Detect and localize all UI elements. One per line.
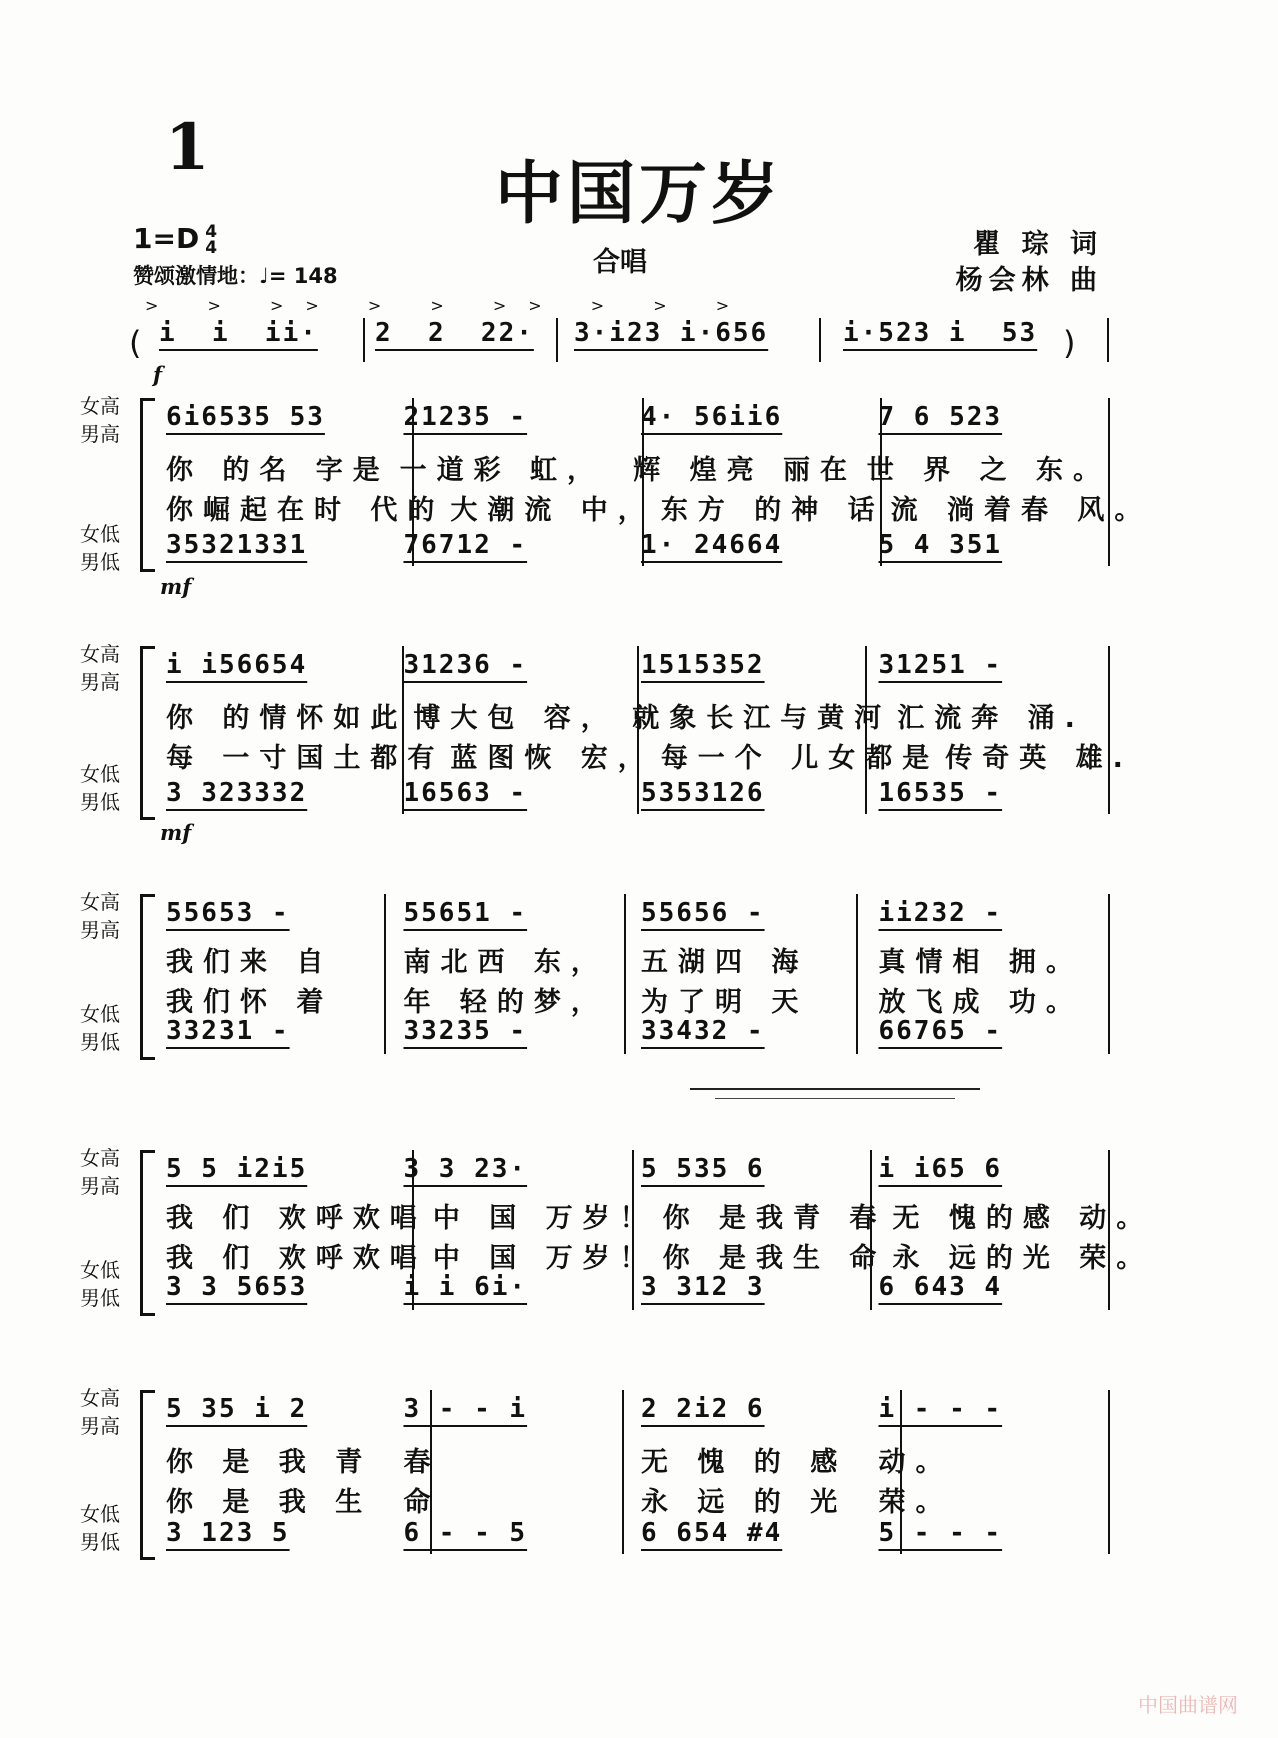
lower-measure: 35321331 — [166, 530, 308, 560]
lower-voice-labels — [80, 520, 140, 576]
lyric-verse1: 你 的名 字是 — [166, 455, 390, 486]
subtitle: 合唱 — [593, 247, 647, 278]
voice-label: 男低 — [80, 1286, 120, 1310]
voice-label: 女高 — [80, 1146, 120, 1170]
voice-label: 女低 — [80, 1002, 120, 1026]
upper-voice-labels — [80, 392, 140, 448]
dynamic-marking: mf — [160, 820, 192, 845]
score-system — [80, 392, 1152, 599]
voice-label: 女高 — [80, 890, 120, 914]
lower-voice-labels — [80, 1500, 140, 1556]
upper-measure: 6i6535 53 — [166, 402, 325, 432]
lyric-verse1: 辉 煌亮 丽在 — [633, 455, 857, 486]
lyricist-credit: 瞿 琮 词 — [973, 229, 1103, 260]
song-title: 中国万岁 — [494, 155, 783, 234]
score-system — [80, 888, 1110, 1068]
lyric-verse2: 中 国 万岁！ — [432, 1243, 657, 1274]
lower-measure: 5 4 351 — [878, 530, 1003, 560]
lower-measure: 33235 - — [403, 1016, 528, 1046]
separator-line — [690, 1088, 980, 1090]
dynamic-marking: mf — [160, 574, 192, 599]
lyric-verse2: 命 — [403, 1487, 441, 1518]
lyric-verse2: 放飞成 功。 — [878, 987, 1083, 1018]
lower-measure: 16535 - — [878, 778, 1003, 808]
intro-measure: i·523 i 53 — [843, 318, 1038, 348]
separator-line — [715, 1098, 955, 1099]
lyric-verse1: 真情相 拥。 — [878, 947, 1083, 978]
intro-measure: 2 2 22· — [375, 318, 534, 348]
score-system — [80, 640, 1133, 845]
upper-measure: i - - - — [878, 1394, 1003, 1424]
voice-label: 男高 — [80, 670, 120, 694]
lower-measure: 5 - - - — [878, 1518, 1003, 1548]
lower-measure: 3 123 5 — [166, 1518, 290, 1548]
lyric-verse2: 你 是 我 生 — [166, 1487, 373, 1518]
voice-label: 女高 — [80, 394, 120, 418]
lyric-verse2: 荣。 — [878, 1487, 953, 1518]
voice-label: 女高 — [80, 1386, 120, 1410]
upper-measure: 55653 - — [166, 898, 290, 928]
time-top: 4 — [205, 222, 218, 242]
voice-label: 女低 — [80, 762, 120, 786]
lower-measure: 6 654 #4 — [641, 1518, 783, 1548]
voice-label: 男高 — [80, 1414, 120, 1438]
voice-label: 男高 — [80, 1174, 120, 1198]
lyric-verse1: 无 愧的感 动。 — [892, 1203, 1154, 1234]
score-system — [80, 1144, 1154, 1324]
lyric-verse1: 动。 — [878, 1447, 953, 1478]
dynamic-marking: f — [153, 362, 163, 387]
lower-measure: 6 - - 5 — [403, 1518, 528, 1548]
page-number: 1 — [165, 110, 210, 185]
upper-voice-labels — [80, 1144, 140, 1200]
lyric-verse1: 汇流奔 涌. — [897, 703, 1085, 734]
upper-measure: 55651 - — [403, 898, 528, 928]
lyric-verse1: 你 是我青 春 — [662, 1203, 887, 1234]
lyric-verse2: 永 远的光 荣。 — [892, 1243, 1154, 1274]
lyric-verse1: 我 们 欢呼欢唱 — [166, 1203, 427, 1234]
lyric-verse2: 大潮流 中， — [450, 495, 655, 526]
lower-measure: 3 3 5653 — [166, 1272, 308, 1302]
upper-measure: ii232 - — [878, 898, 1003, 928]
tempo-marking: 赞颂激情地：♩= 148 — [133, 264, 338, 288]
lyric-verse2: 你 是我生 命 — [662, 1243, 887, 1274]
lower-measure: 33432 - — [641, 1016, 765, 1046]
upper-measure: 21235 - — [403, 402, 528, 432]
voice-label: 男低 — [80, 1530, 120, 1554]
lyric-verse2: 蓝图恢 宏， — [450, 743, 655, 774]
lower-measure: 16563 - — [403, 778, 528, 808]
upper-voice-labels — [80, 640, 140, 696]
lyric-verse2: 永 远 的 光 — [641, 1487, 848, 1518]
lower-measure: 1· 24664 — [641, 530, 783, 560]
upper-measure: 1515352 — [641, 650, 765, 680]
voice-label: 女低 — [80, 1502, 120, 1526]
lower-measure: 3 323332 — [166, 778, 308, 808]
lyric-verse1: 世 界 之 东。 — [866, 455, 1110, 486]
voice-label: 女低 — [80, 522, 120, 546]
lower-measure: 5353126 — [641, 778, 765, 808]
lyric-verse1: 南北西 东， — [403, 947, 608, 978]
key-signature — [133, 222, 217, 256]
lyric-verse1: 我们来 自 — [166, 947, 334, 978]
lyric-verse1: 就象长江与黄河 — [632, 703, 892, 734]
upper-measure: 5 35 i 2 — [166, 1394, 308, 1424]
lyric-verse1: 你 是 我 青 — [166, 1447, 373, 1478]
voice-label: 男低 — [80, 790, 120, 814]
lyric-verse2: 东方 的神 话 — [660, 495, 885, 526]
lower-measure: 66765 - — [878, 1016, 1003, 1046]
upper-measure: 5 535 6 — [641, 1154, 765, 1184]
lyric-verse2: 为了明 天 — [641, 987, 809, 1018]
upper-voice-labels — [80, 1384, 140, 1440]
voice-label: 女低 — [80, 1258, 120, 1282]
lower-measure: 3 312 3 — [641, 1272, 765, 1302]
watermark: 中国曲谱网 — [1138, 1693, 1238, 1717]
upper-voice-labels — [80, 888, 140, 944]
voice-label: 男高 — [80, 918, 120, 942]
intro-line — [129, 296, 1110, 387]
voice-label: 女高 — [80, 642, 120, 666]
lyric-verse2: 流 淌着春 风。 — [890, 495, 1152, 526]
voice-label: 男高 — [80, 422, 120, 446]
lyric-verse2: 每 一寸国土都有 — [166, 743, 445, 774]
time-signature — [205, 224, 217, 256]
lower-measure: i i 6i· — [403, 1272, 528, 1302]
lower-voice-labels — [80, 1256, 140, 1312]
composer-credit: 杨会林 曲 — [955, 265, 1103, 296]
upper-measure: 31251 - — [878, 650, 1003, 680]
lower-measure: 6 643 4 — [878, 1272, 1003, 1302]
upper-measure: 7 6 523 — [878, 402, 1003, 432]
accent-marks: > > >> > > >> > > > — [145, 296, 752, 315]
lyric-verse2: 我们怀 着 — [166, 987, 334, 1018]
lyric-verse2: 我 们 欢呼欢唱 — [166, 1243, 427, 1274]
upper-measure: i i65 6 — [878, 1154, 1003, 1184]
lyric-verse2: 传奇英 雄. — [945, 743, 1133, 774]
lower-measure: 76712 - — [403, 530, 528, 560]
lyric-verse2: 年 轻的梦， — [403, 987, 608, 1018]
intro-measure: i i ii· — [159, 318, 318, 348]
paren-close: ) — [1063, 324, 1076, 362]
upper-measure: 5 5 i2i5 — [166, 1154, 308, 1184]
upper-measure: 2 2i2 6 — [641, 1394, 765, 1424]
upper-measure: 3 - - i — [403, 1394, 528, 1424]
lyric-verse1: 无 愧 的 感 — [641, 1447, 848, 1478]
lyric-verse2: 每一个 儿女都是 — [660, 743, 940, 774]
upper-measure: 4· 56ii6 — [641, 402, 783, 432]
lyric-verse1: 五湖四 海 — [641, 947, 809, 978]
lyric-verse1: 博大包 容， — [413, 703, 618, 734]
voice-label: 男低 — [80, 1030, 120, 1054]
lower-voice-labels — [80, 1000, 140, 1056]
voice-label: 男低 — [80, 550, 120, 574]
upper-measure: i i56654 — [166, 650, 308, 680]
lyric-verse1: 你 的情怀如此 — [166, 703, 408, 734]
time-bottom: 4 — [205, 238, 218, 258]
intro-measure: 3·i23 i·656 — [574, 318, 769, 348]
lower-measure: 33231 - — [166, 1016, 290, 1046]
paren-open: ( — [129, 324, 142, 362]
score-system — [80, 1384, 1110, 1564]
lyric-verse1: 一道彩 虹， — [399, 455, 604, 486]
key-label: 1=D — [133, 222, 200, 255]
lower-voice-labels — [80, 760, 140, 816]
lyric-verse1: 中 国 万岁！ — [432, 1203, 657, 1234]
upper-measure: 31236 - — [403, 650, 528, 680]
upper-measure: 55656 - — [641, 898, 765, 928]
upper-measure: 3 3 23· — [403, 1154, 528, 1184]
lyric-verse1: 春 — [403, 1447, 441, 1478]
lyric-verse2: 你崛起在时 代的 — [166, 495, 445, 526]
